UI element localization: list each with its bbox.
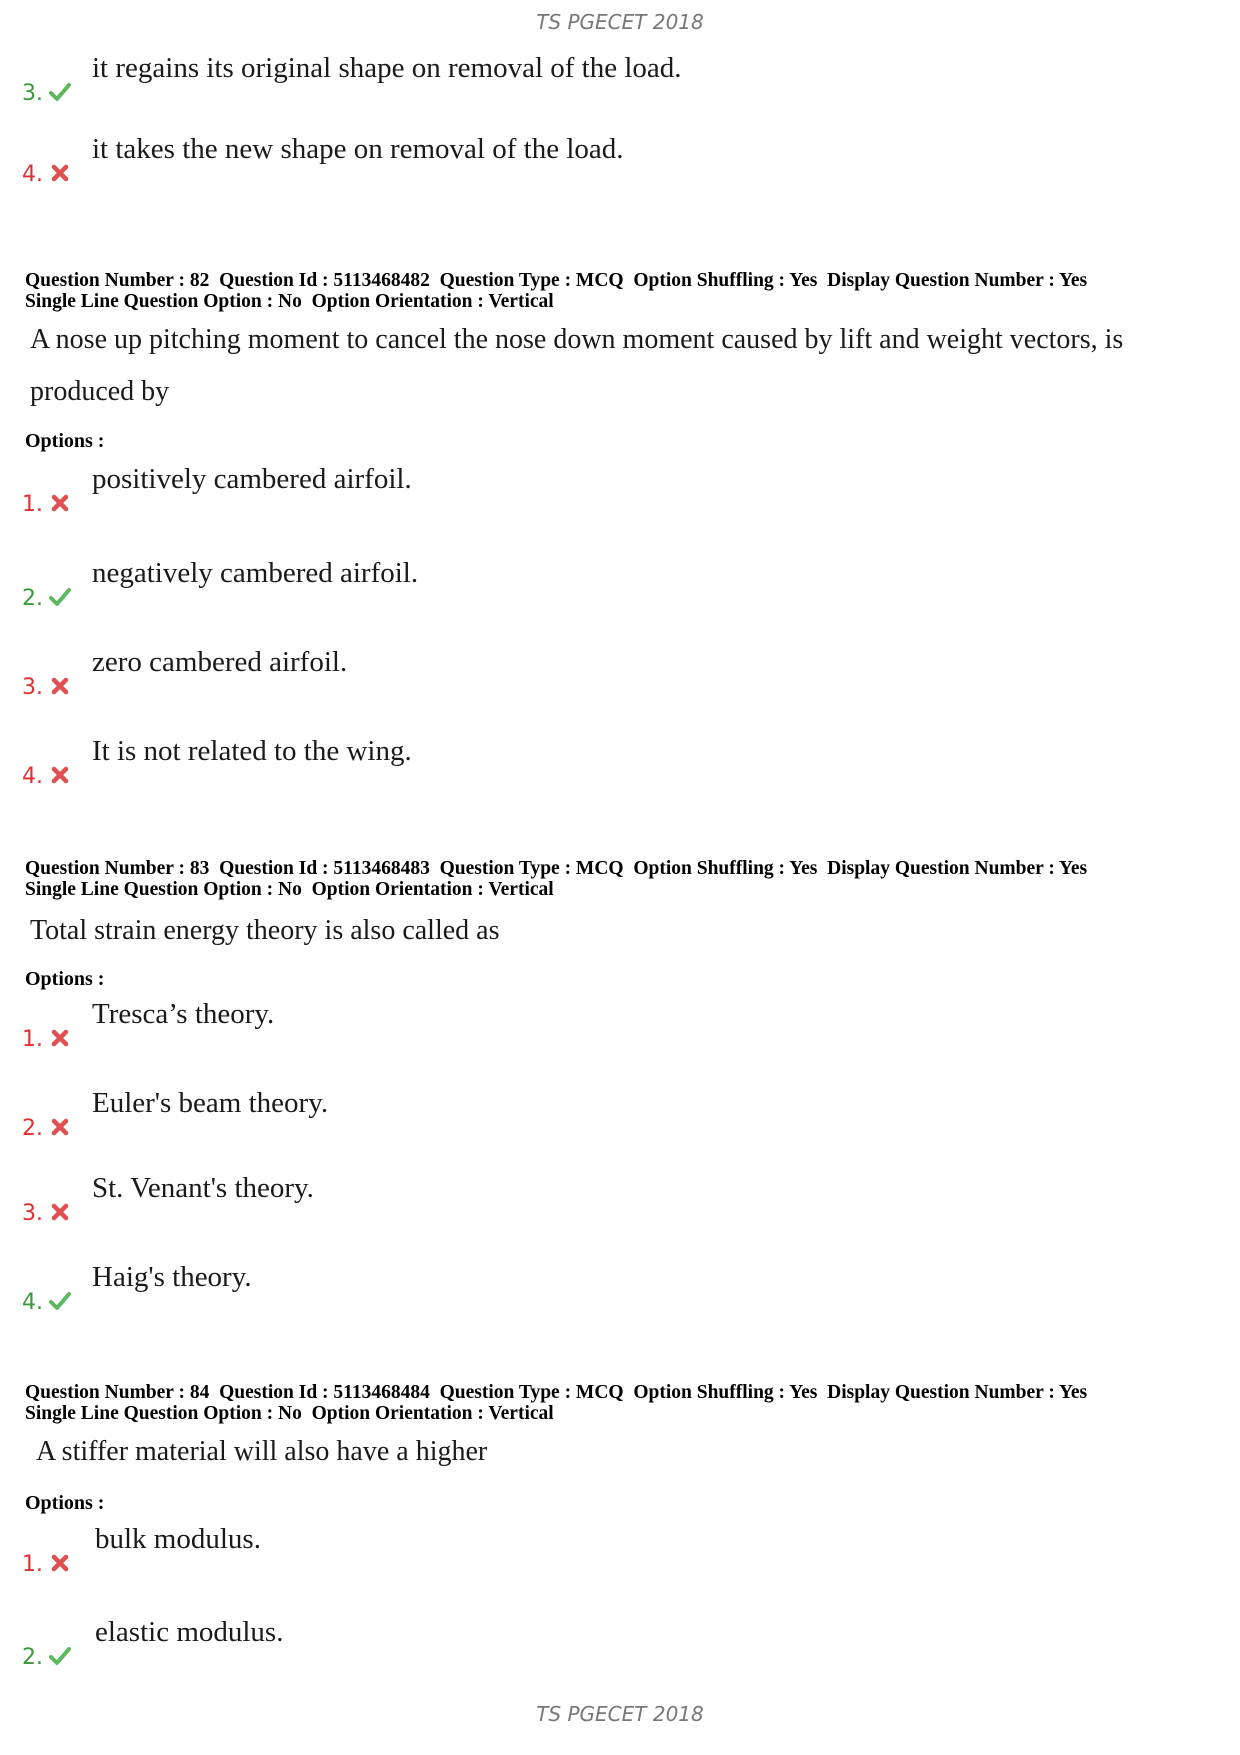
option-text: positively cambered airfoil.	[92, 463, 412, 495]
check-icon	[48, 1289, 72, 1313]
question-text: A nose up pitching moment to cancel the nose down moment caused by lift and weight vectors, is produced by	[30, 324, 1124, 407]
page-header: TS PGECET 2018	[536, 10, 704, 34]
option-text: It is not related to the wing.	[92, 735, 412, 767]
page-footer: TS PGECET 2018	[536, 1702, 704, 1726]
option-number: 3.	[22, 675, 43, 700]
option-number: 2.	[22, 1645, 43, 1670]
option-row	[22, 1523, 1122, 1583]
check-icon	[48, 80, 72, 104]
option-row	[22, 998, 1122, 1058]
option-text: elastic modulus.	[95, 1616, 284, 1648]
meta-line: Single Line Question Option : No Option Orientation : Vertical	[25, 291, 554, 312]
option-row	[22, 463, 1122, 523]
cross-icon	[48, 1115, 72, 1139]
question-meta	[25, 1382, 1205, 1424]
meta-line: Question Number : 83 Question Id : 5113468483 Question Type : MCQ Option Shuffling : Yes Display Question Number : Yes	[25, 858, 1088, 879]
option-text: Haig's theory.	[92, 1261, 252, 1293]
meta-line: Question Number : 84 Question Id : 5113468484 Question Type : MCQ Option Shuffling : Yes Display Question Number : Yes	[25, 1382, 1088, 1403]
option-number: 1.	[22, 492, 43, 517]
cross-icon	[48, 1551, 72, 1575]
option-text: Euler's beam theory.	[92, 1087, 329, 1119]
option-number: 3.	[22, 1201, 43, 1226]
option-row	[22, 557, 1122, 617]
option-text: negatively cambered airfoil.	[92, 557, 419, 589]
option-row	[22, 133, 1122, 193]
option-text: Tresca’s theory.	[92, 998, 275, 1030]
option-row	[22, 1261, 1122, 1321]
option-number: 2.	[22, 1116, 43, 1141]
cross-icon	[48, 491, 72, 515]
check-icon	[48, 1644, 72, 1668]
option-number: 1.	[22, 1552, 43, 1577]
check-icon	[48, 585, 72, 609]
cross-icon	[48, 1026, 72, 1050]
cross-icon	[48, 763, 72, 787]
option-number: 4.	[22, 162, 43, 187]
option-row	[22, 646, 1122, 706]
option-text: it takes the new shape on removal of the load.	[92, 133, 624, 165]
options-label: Options :	[25, 1492, 105, 1514]
option-text: zero cambered airfoil.	[92, 646, 348, 678]
options-label: Options :	[25, 968, 105, 990]
meta-line: Single Line Question Option : No Option Orientation : Vertical	[25, 879, 554, 900]
options-label: Options :	[25, 430, 105, 452]
cross-icon	[48, 1200, 72, 1224]
meta-line: Single Line Question Option : No Option Orientation : Vertical	[25, 1403, 554, 1424]
option-row	[22, 52, 1122, 112]
option-row	[22, 735, 1122, 795]
option-text: bulk modulus.	[95, 1523, 261, 1555]
cross-icon	[48, 161, 72, 185]
question-meta	[25, 270, 1205, 312]
option-row	[22, 1087, 1122, 1147]
question-text: A stiffer material will also have a higher	[36, 1436, 488, 1467]
option-number: 1.	[22, 1027, 43, 1052]
option-number: 4.	[22, 764, 43, 789]
option-number: 2.	[22, 586, 43, 611]
meta-line: Question Number : 82 Question Id : 5113468482 Question Type : MCQ Option Shuffling : Yes Display Question Number : Yes	[25, 270, 1088, 291]
question-meta	[25, 858, 1205, 900]
option-text: St. Venant's theory.	[92, 1172, 314, 1204]
option-text: it regains its original shape on removal of the load.	[92, 52, 682, 84]
option-number: 4.	[22, 1290, 43, 1315]
option-row	[22, 1172, 1122, 1232]
question-text: Total strain energy theory is also called as	[30, 915, 500, 946]
option-number: 3.	[22, 81, 43, 106]
option-row	[22, 1616, 1122, 1676]
cross-icon	[48, 674, 72, 698]
